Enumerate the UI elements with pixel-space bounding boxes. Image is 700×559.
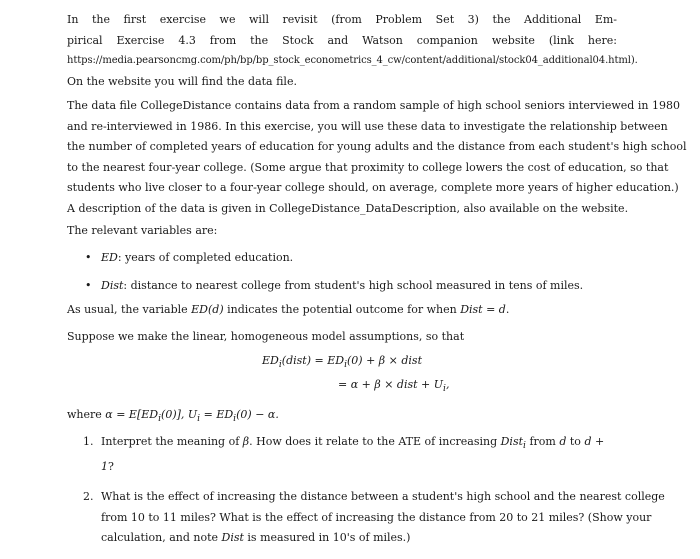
variable-name: Dist <box>101 278 124 292</box>
variables-list <box>83 248 623 296</box>
model-intro: Suppose we make the linear, homogeneous model assumptions, so that <box>67 330 465 343</box>
description-line: A description of the data is given in CollegeDistance_DataDescription, also available on the website. <box>67 201 629 215</box>
question-number: 1. <box>83 435 94 448</box>
variable-desc: : years of completed education. <box>117 251 294 264</box>
variable-item <box>83 248 623 269</box>
description-line: the number of completed years of education for young adults and the distance from each student's high school <box>67 140 687 153</box>
intro-line-1: In the first exercise we will revisit (from Problem Set 3) the Additional Em- <box>67 13 617 26</box>
variable-name: ED <box>101 251 118 264</box>
description-line: students who live closer to a four-year college should, on average, complete more years of higher education.) <box>67 181 679 194</box>
question-item: 1. Interpret the meaning of β. How does it relate to the ATE of increasing Dist$_i$ from d to d + 1? <box>83 432 618 477</box>
variable-item <box>83 276 623 297</box>
model-where: where $\alpha = E[ED_i(0)]$, $U_i = ED_i(0) - \alpha$. <box>67 408 279 425</box>
description-line: and re-interviewed in 1986. In this exercise, you will use these data to investigate the relationship between <box>67 119 668 133</box>
intro-paragraph <box>67 10 638 92</box>
question-number: 2. <box>83 490 94 504</box>
data-link[interactable]: https://media.pearsoncmg.com/ph/bp/bp_stock_econometrics_4_cw/content/additional/stock04_additional04.html). <box>67 55 638 66</box>
question-item: 2. What is the effect of increasing the distance between a student's high school and the nearest college from 10 to 11 miles? What is the effect of increasing the distance from 20 to 21 miles? (Show your calculation, and note Dist is measured in 10's of miles.) <box>83 487 618 549</box>
intro-line-2: pirical Exercise 4.3 from the Stock and Watson companion website (link here: <box>67 33 617 47</box>
potential-outcome-cond: Dist = d <box>460 303 506 316</box>
questions-list <box>83 432 665 559</box>
potential-outcome-var: ED(d) <box>191 303 224 316</box>
equation-line-2: = α + β × dist + $U_i$, <box>338 378 450 395</box>
potential-outcome-sentence: As usual, the variable ED(d) indicates the potential outcome for when Dist = d. <box>67 303 510 316</box>
variable-desc: : distance to nearest college from student's high school measured in tens of miles. <box>123 278 584 292</box>
description-paragraph <box>67 96 687 219</box>
variables-heading: The relevant variables are: <box>67 224 218 237</box>
equation-line-1: $ED_i(dist) = ED_i(0) + \beta$ × dist <box>262 354 423 371</box>
intro-line-4: On the website you will find the data file. <box>67 74 297 88</box>
description-line: The data file CollegeDistance contains data from a random sample of high school seniors interviewed in 1980 <box>67 99 680 112</box>
description-line: to the nearest four-year college. (Some argue that proximity to college lowers the cost of education, so that <box>67 160 669 174</box>
